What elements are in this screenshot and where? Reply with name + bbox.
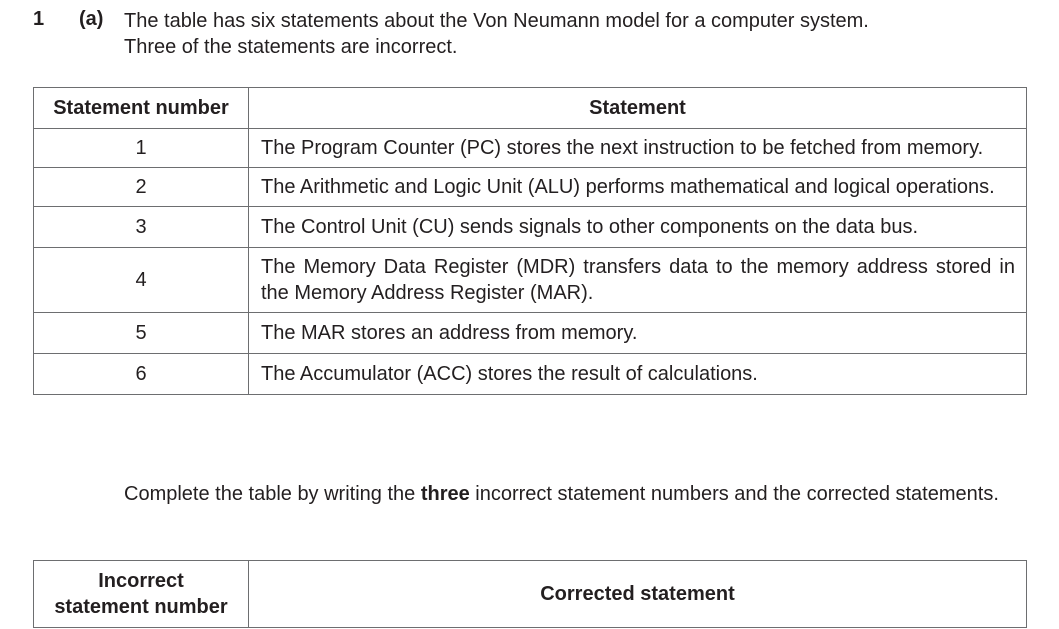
statements-table xyxy=(33,87,1027,395)
statement-number-cell: 1 xyxy=(34,129,249,168)
statement-cell: The Accumulator (ACC) stores the result of calculations. xyxy=(249,354,1027,395)
statement-number-cell: 2 xyxy=(34,168,249,207)
intro-line-1: The table has six statements about the Von Neumann model for a computer system. xyxy=(124,10,869,32)
answer-table-header xyxy=(34,561,1027,628)
statement-number-cell: 4 xyxy=(34,248,249,313)
header-statement-number: Statement number xyxy=(34,88,249,129)
statements-table-header xyxy=(34,88,1027,129)
table-row xyxy=(34,313,1027,354)
table-row xyxy=(34,129,1027,168)
question-number: 1 xyxy=(33,8,45,30)
question-intro xyxy=(124,8,869,60)
statement-cell: The Control Unit (CU) sends signals to other components on the data bus. xyxy=(249,207,1027,248)
table-row xyxy=(34,354,1027,395)
instruction-bold: three xyxy=(420,483,470,505)
header-corrected-statement: Corrected statement xyxy=(249,561,1027,628)
instruction-text xyxy=(124,481,1026,507)
instruction-after: incorrect statement numbers and the corrected statements. xyxy=(469,483,999,505)
header-incorrect-line-1: Incorrect xyxy=(98,570,184,592)
header-statement: Statement xyxy=(249,88,1027,129)
statement-number-cell: 5 xyxy=(34,313,249,354)
header-incorrect-line-2: statement number xyxy=(54,596,228,618)
header-incorrect-statement-number xyxy=(34,561,249,628)
answer-table xyxy=(33,560,1027,628)
table-row xyxy=(34,248,1027,313)
instruction-before: Complete the table by writing the xyxy=(124,483,421,505)
statement-number-cell: 3 xyxy=(34,207,249,248)
statement-cell: The Program Counter (PC) stores the next instruction to be fetched from memory. xyxy=(249,129,1027,168)
statement-number-cell: 6 xyxy=(34,354,249,395)
table-row xyxy=(34,207,1027,248)
table-row xyxy=(34,168,1027,207)
statement-cell: The Arithmetic and Logic Unit (ALU) performs mathematical and logical operations. xyxy=(249,168,1027,207)
statement-cell: The MAR stores an address from memory. xyxy=(249,313,1027,354)
intro-line-2: Three of the statements are incorrect. xyxy=(124,36,458,58)
statement-cell: The Memory Data Register (MDR) transfers data to the memory address stored in the Memory Address Register (MAR). xyxy=(249,248,1027,313)
question-part: (a) xyxy=(79,8,104,30)
